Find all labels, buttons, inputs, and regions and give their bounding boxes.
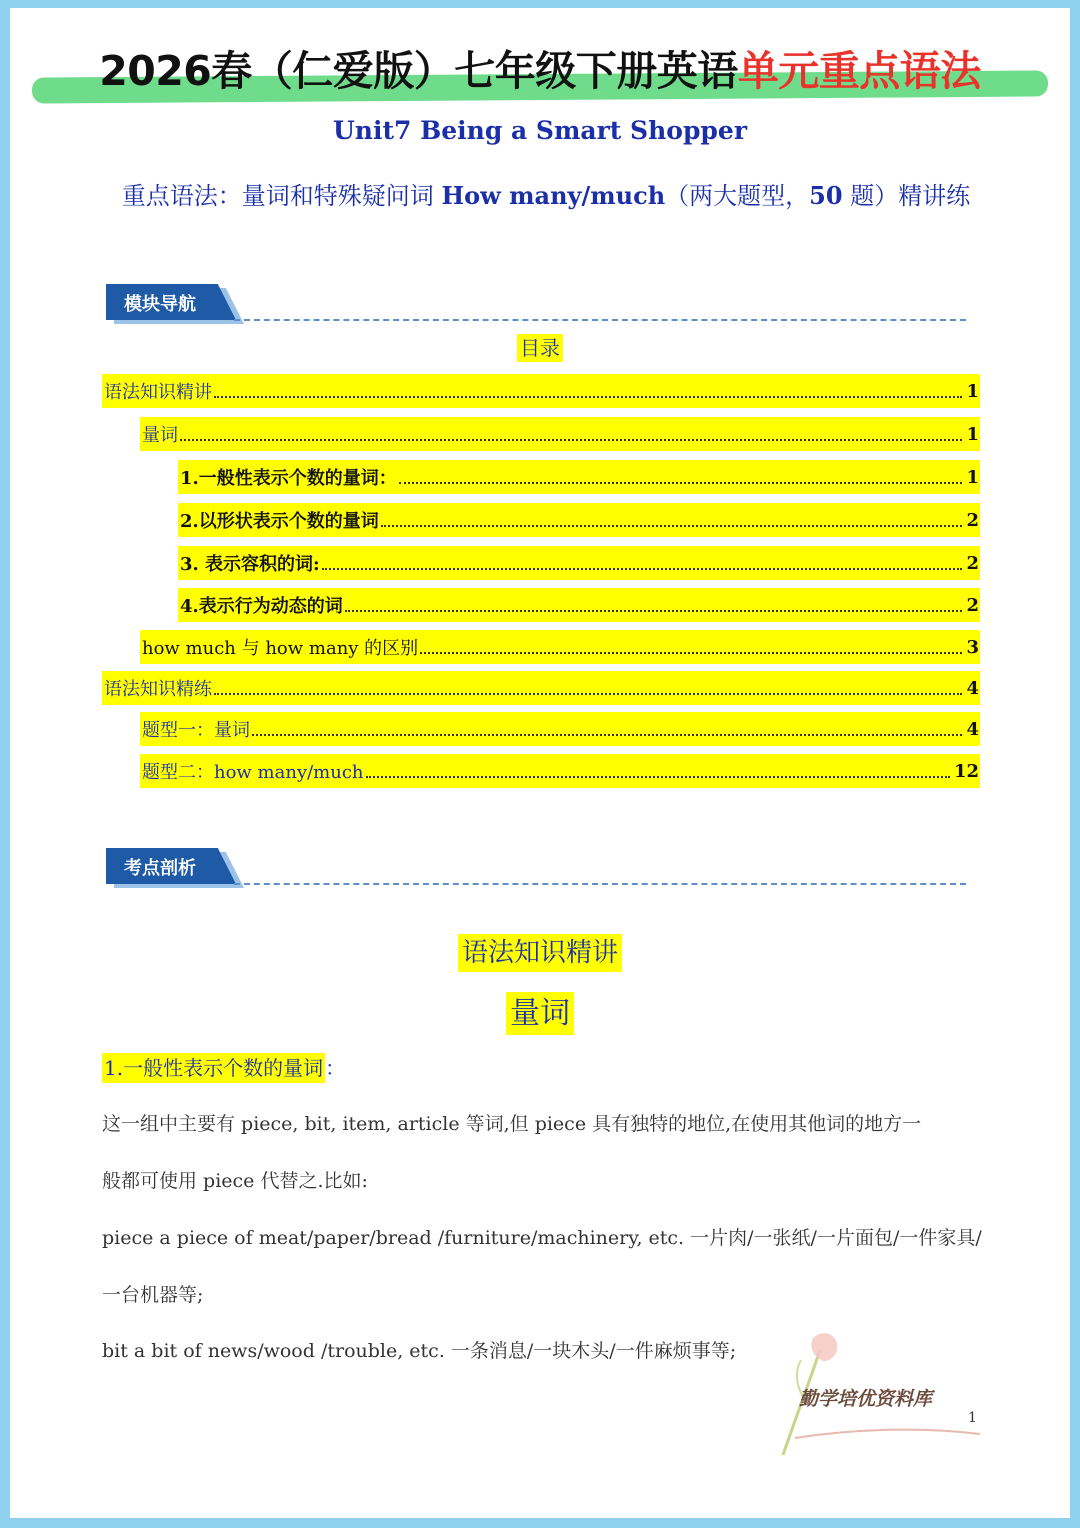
dashed-divider	[234, 319, 966, 321]
banner-title-highlight: 单元重点语法	[737, 47, 981, 95]
banner	[10, 8, 1070, 118]
grammar-subtitle: 重点语法：量词和特殊疑问词 How many/much（两大题型，50 题）精讲练	[121, 181, 971, 210]
document-page	[10, 8, 1070, 1518]
paragraph-line: 般都可使用 piece 代替之.比如:	[102, 1170, 368, 1192]
toc-item[interactable]: 语法知识精讲 1	[102, 374, 980, 408]
paragraph-line: 一台机器等;	[102, 1284, 204, 1306]
section-tab-label: 考点剖析	[124, 858, 196, 879]
section-tab-analysis	[106, 848, 966, 890]
dashed-divider	[234, 883, 966, 885]
toc-item[interactable]: 题型二：how many/much 12	[140, 754, 980, 788]
toc-item[interactable]: 题型一：量词 4	[140, 712, 980, 746]
section-heading: 语法知识精讲	[10, 932, 1070, 969]
paragraph-line: 这一组中主要有 piece, bit, item, article 等词,但 piece 具有独特的地位,在使用其他词的地方一	[102, 1113, 922, 1135]
toc-item[interactable]: 语法知识精练 4	[102, 671, 980, 705]
toc-heading: 目录	[10, 332, 1070, 361]
toc-item[interactable]: how much 与 how many 的区别 3	[140, 630, 980, 664]
section-tab-label: 模块导航	[124, 294, 196, 315]
toc-item[interactable]: 3. 表示容积的词: 2	[178, 546, 980, 580]
toc-item[interactable]: 2.以形状表示个数的量词 2	[178, 503, 980, 537]
paragraph-line: piece a piece of meat/paper/bread /furniture/machinery, etc. 一片肉/一张纸/一片面包/一件家具/	[102, 1227, 982, 1249]
watermark-logo: 勤学培优资料库	[765, 1330, 985, 1460]
page-number: 1	[968, 1410, 977, 1426]
banner-title: 2026春（仁爱版）七年级下册英语单元重点语法	[99, 47, 981, 95]
toc-item[interactable]: 1.一般性表示个数的量词： 1	[178, 460, 980, 494]
sub-heading: 量词	[10, 988, 1070, 1032]
unit-title: Unit7 Being a Smart Shopper	[333, 116, 747, 145]
point-title: 1.一般性表示个数的量词 ：	[102, 1052, 345, 1081]
section-tab-nav	[106, 284, 966, 326]
paragraph-line: bit a bit of news/wood /trouble, etc. 一条消息/一块木头/一件麻烦事等;	[102, 1340, 737, 1362]
toc-item[interactable]: 量词 1	[140, 417, 980, 451]
toc-item[interactable]: 4.表示行为动态的词 2	[178, 588, 980, 622]
